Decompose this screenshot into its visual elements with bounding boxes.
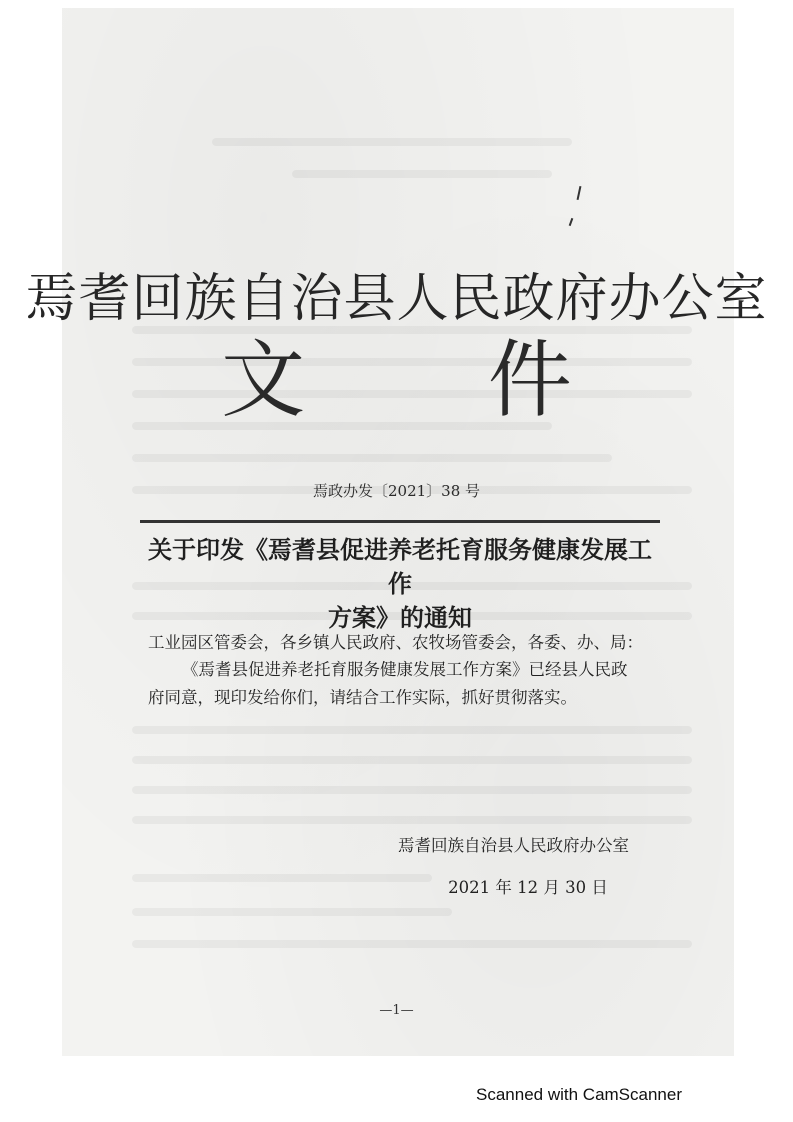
bleed-through-line (132, 454, 612, 462)
page-number: —1— (379, 1003, 414, 1018)
bleed-through-line (132, 874, 432, 882)
scanned-page (62, 8, 734, 1056)
issuer-header: 焉耆回族自治县人民政府办公室 (25, 269, 768, 329)
body-line-2: 府同意，现印发给你们，请结合工作实际，抓好贯彻落实。 (148, 688, 577, 707)
scanner-watermark: Scanned with CamScanner (476, 1085, 683, 1104)
bleed-through-line (132, 786, 692, 794)
recipients-line: 工业园区管委会，各乡镇人民政府、农牧场管委会，各委、办、局： (148, 633, 643, 652)
bleed-through-line (212, 138, 572, 146)
bleed-through-line (132, 908, 452, 916)
document-number: 焉政办发〔2021〕38 号 (312, 482, 481, 500)
bleed-through-line (132, 726, 692, 734)
bleed-through-line (132, 940, 692, 948)
notice-title (140, 533, 660, 635)
notice-body (148, 656, 668, 712)
document-type-heading: 文 件 (221, 331, 650, 429)
notice-title-line-1: 关于印发《焉耆县促进养老托育服务健康发展工作 (148, 535, 652, 598)
notice-title-line-2: 方案》的通知 (328, 603, 472, 632)
signature-organization: 焉耆回族自治县人民政府办公室 (398, 836, 629, 855)
body-line-1: 《焉耆县促进养老托育服务健康发展工作方案》已经县人民政 (182, 660, 628, 679)
bleed-through-line (132, 816, 692, 824)
bleed-through-line (292, 170, 552, 178)
bleed-through-line (132, 756, 692, 764)
header-divider (140, 520, 660, 523)
signature-date: 2021 年 12 月 30 日 (448, 878, 608, 897)
